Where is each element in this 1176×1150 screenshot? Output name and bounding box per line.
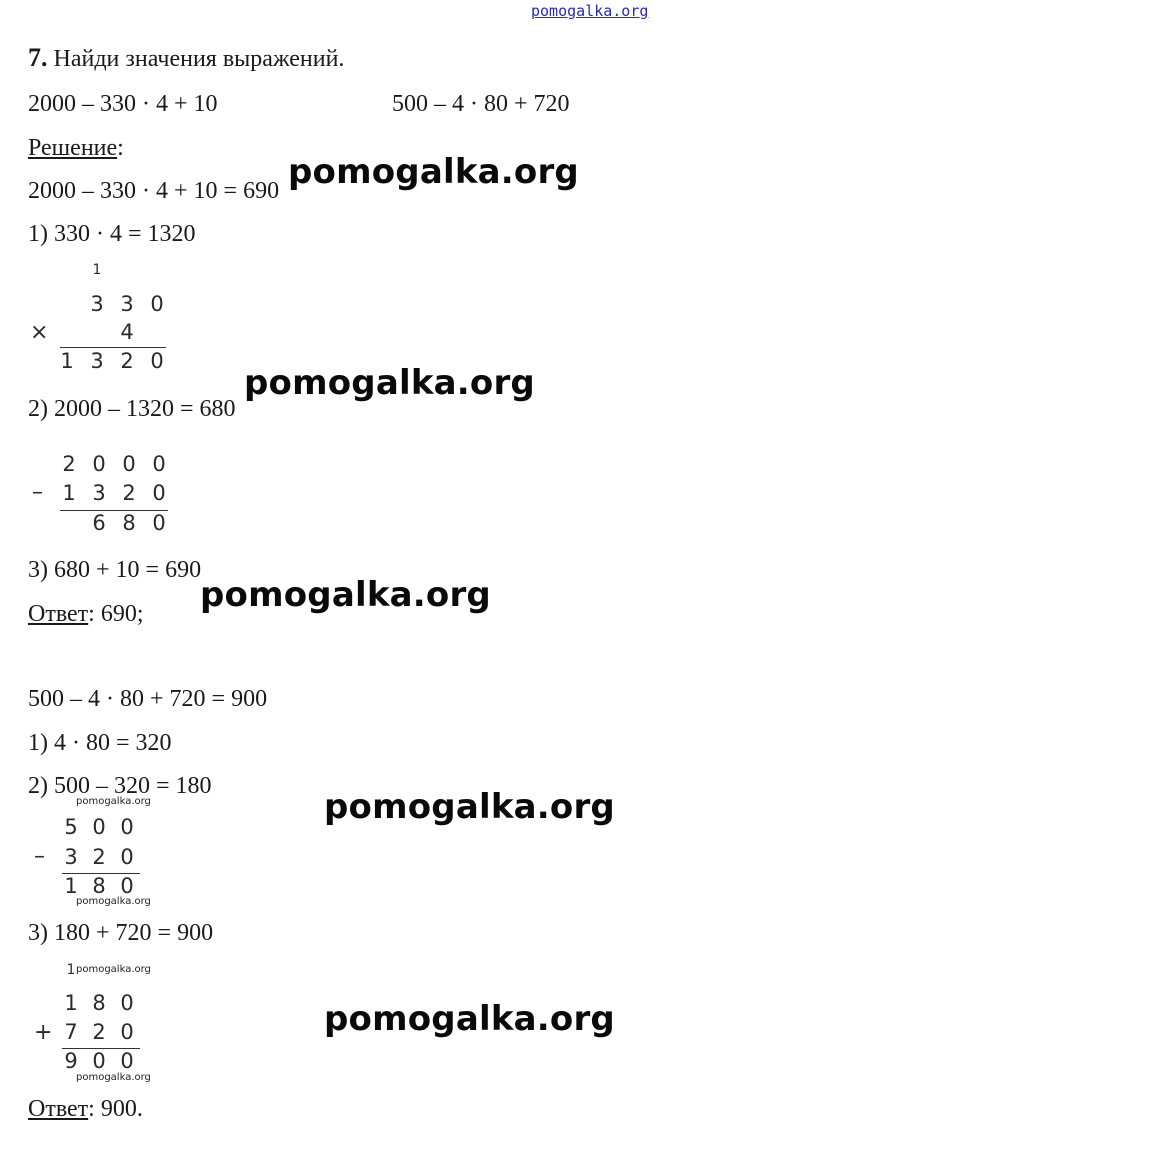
digit: 8 bbox=[92, 991, 106, 1015]
watermark: pomogalka.org bbox=[324, 999, 615, 1039]
part1-answer bbox=[28, 600, 144, 628]
digit: 0 bbox=[122, 452, 136, 476]
digit: 0 bbox=[120, 1020, 134, 1044]
watermark-small: pomogalka.org bbox=[76, 964, 151, 975]
digit: 2 bbox=[62, 452, 76, 476]
part2-step3: 3) 180 + 720 = 900 bbox=[28, 920, 214, 946]
digit: 0 bbox=[120, 874, 134, 898]
part2-answer bbox=[28, 1095, 143, 1123]
watermark-top: pomogalka.org bbox=[531, 2, 649, 20]
digit: 0 bbox=[152, 481, 166, 505]
digit: 1 bbox=[60, 349, 74, 373]
expression-b: 500 – 4 · 80 + 720 bbox=[392, 91, 570, 117]
watermark: pomogalka.org bbox=[200, 575, 491, 615]
digit: 0 bbox=[150, 292, 164, 316]
digit: 2 bbox=[122, 481, 136, 505]
digit: 0 bbox=[152, 452, 166, 476]
digit: 8 bbox=[122, 511, 136, 535]
answer-value: : 690; bbox=[88, 601, 144, 627]
answer-label: Ответ bbox=[28, 1096, 89, 1122]
digit: 6 bbox=[92, 511, 106, 535]
part2-step2: 2) 500 – 320 = 180 bbox=[28, 773, 212, 799]
digit: 0 bbox=[92, 452, 106, 476]
digit: 3 bbox=[64, 845, 78, 869]
task-number: 7. bbox=[28, 43, 48, 72]
digit: 5 bbox=[64, 815, 78, 839]
solution-heading bbox=[28, 134, 124, 162]
digit: 0 bbox=[120, 815, 134, 839]
digit: 2 bbox=[92, 845, 106, 869]
digit: 2 bbox=[92, 1020, 106, 1044]
digit: 8 bbox=[92, 874, 106, 898]
digit: 0 bbox=[120, 1049, 134, 1073]
addition-column bbox=[34, 962, 156, 1077]
digit: 0 bbox=[120, 845, 134, 869]
watermark: pomogalka.org bbox=[244, 363, 535, 403]
digit: 0 bbox=[92, 1049, 106, 1073]
solution-colon: : bbox=[117, 135, 124, 161]
minus-sign: – bbox=[32, 480, 43, 505]
subtraction-column-1 bbox=[32, 452, 184, 542]
multiply-sign: × bbox=[30, 320, 49, 345]
solution-label: Решение bbox=[28, 135, 118, 161]
watermark-small: pomogalka.org bbox=[76, 896, 151, 907]
digit: 0 bbox=[120, 991, 134, 1015]
digit: 2 bbox=[120, 349, 134, 373]
watermark-small: pomogalka.org bbox=[76, 1072, 151, 1083]
digit: 1 bbox=[64, 991, 78, 1015]
digit: 1 bbox=[64, 874, 78, 898]
digit: 1 bbox=[62, 481, 76, 505]
digit: 0 bbox=[150, 349, 164, 373]
digit: 7 bbox=[64, 1020, 78, 1044]
subtraction-column-2 bbox=[34, 815, 156, 905]
task-title: Найди значения выражений. bbox=[53, 46, 345, 72]
digit: 1 bbox=[92, 262, 102, 278]
part1-step2: 2) 2000 – 1320 = 680 bbox=[28, 396, 236, 422]
part1-step3: 3) 680 + 10 = 690 bbox=[28, 557, 202, 583]
answer-label: Ответ bbox=[28, 601, 89, 627]
digit: 3 bbox=[92, 481, 106, 505]
watermark: pomogalka.org bbox=[288, 152, 579, 192]
digit: 1 bbox=[66, 962, 76, 978]
digit: 3 bbox=[90, 292, 104, 316]
plus-sign: + bbox=[34, 1020, 53, 1045]
watermark: pomogalka.org bbox=[324, 787, 615, 827]
digit: 3 bbox=[90, 349, 104, 373]
part2-equation: 500 – 4 · 80 + 720 = 900 bbox=[28, 686, 268, 712]
multiplication-column bbox=[30, 262, 182, 377]
digit: 9 bbox=[64, 1049, 78, 1073]
part1-step1: 1) 330 · 4 = 1320 bbox=[28, 221, 196, 247]
task-header bbox=[28, 44, 344, 73]
minus-sign: – bbox=[34, 844, 45, 869]
digit: 3 bbox=[120, 292, 134, 316]
digit: 0 bbox=[152, 511, 166, 535]
part1-equation: 2000 – 330 · 4 + 10 = 690 bbox=[28, 178, 280, 204]
digit: 4 bbox=[120, 320, 134, 344]
expression-a: 2000 – 330 · 4 + 10 bbox=[28, 91, 218, 117]
part2-step1: 1) 4 · 80 = 320 bbox=[28, 730, 172, 756]
mult-divider bbox=[60, 347, 166, 348]
answer-value: : 900. bbox=[88, 1096, 143, 1122]
watermark-small: pomogalka.org bbox=[76, 796, 151, 807]
digit: 0 bbox=[92, 815, 106, 839]
